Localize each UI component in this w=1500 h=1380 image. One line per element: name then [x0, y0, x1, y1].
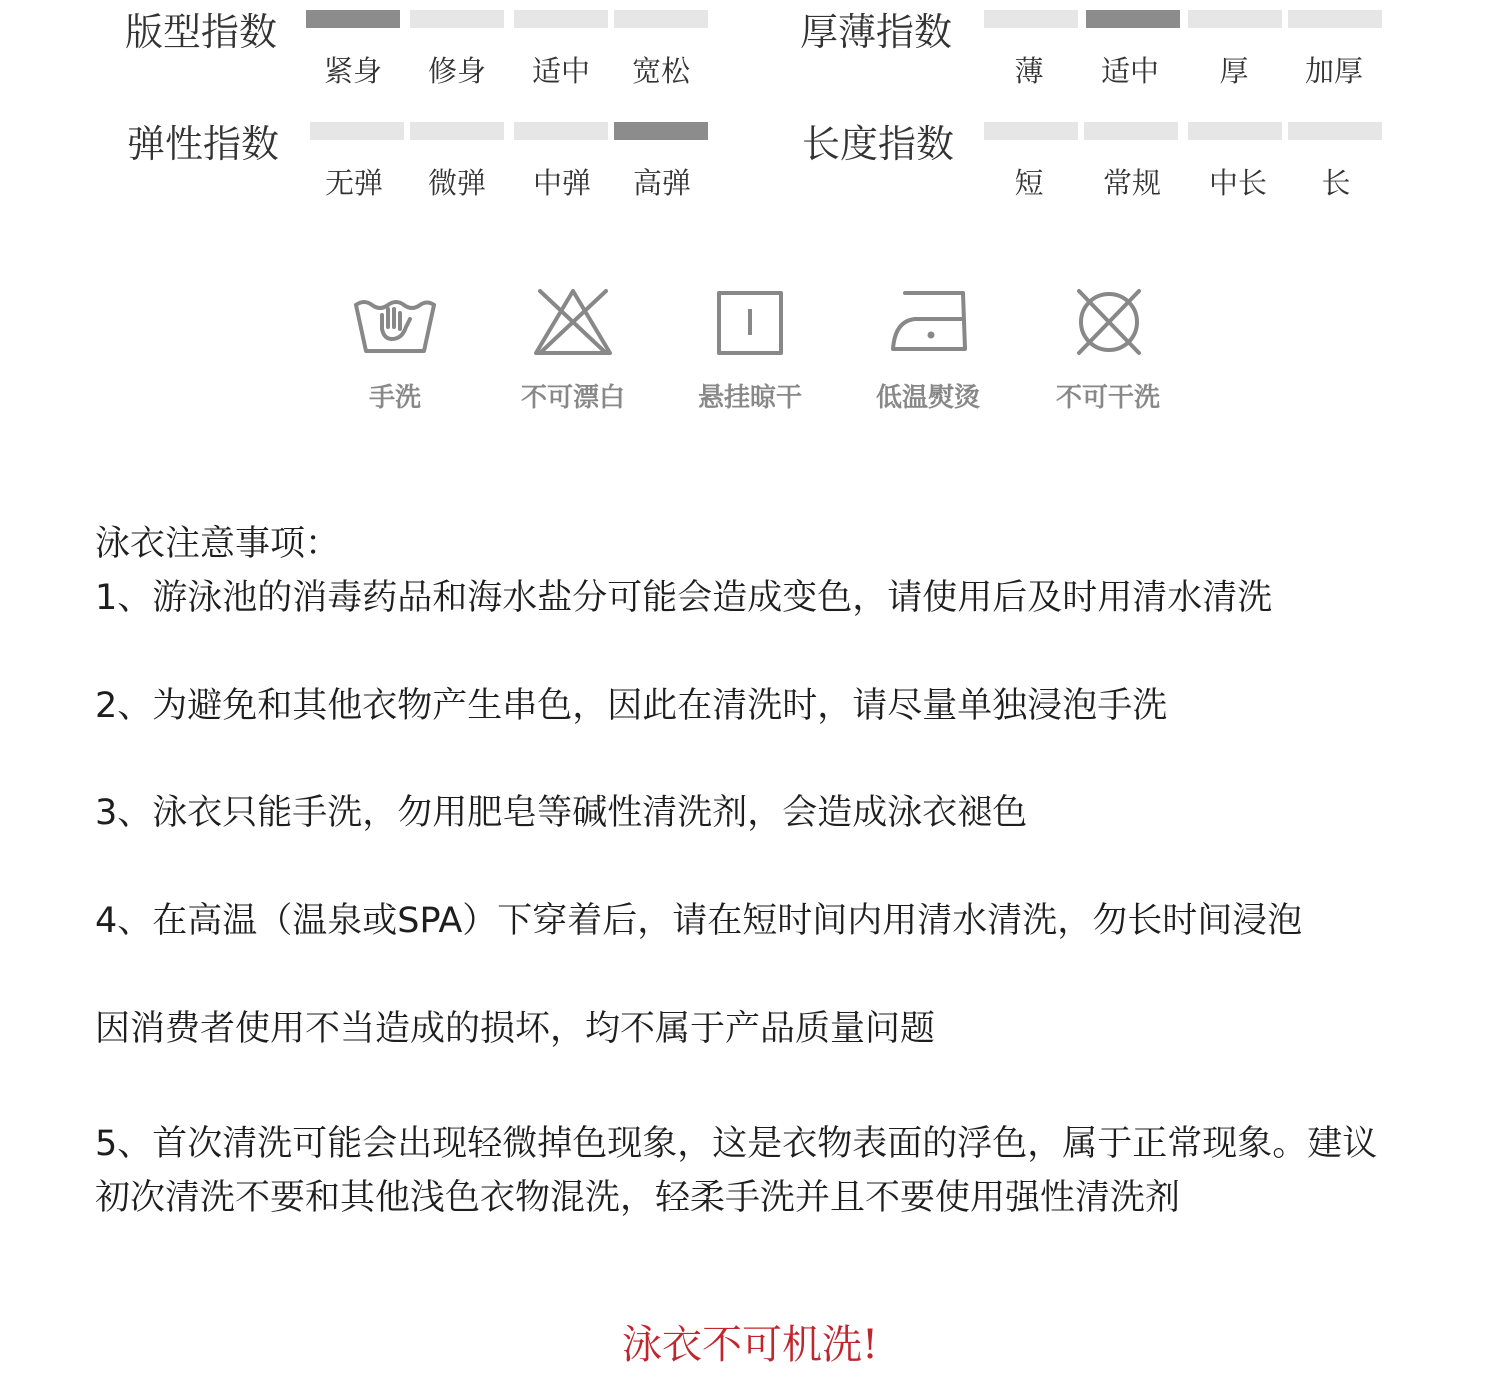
elasticity-index-option: 微弹	[427, 166, 486, 200]
machine-wash-warning: 泳衣不可机洗!	[621, 1322, 879, 1368]
thickness-index-bar-4	[1288, 10, 1382, 28]
note-item: 4、在高温（温泉或SPA）下穿着后，请在短时间内用清水清洗，勿长时间浸泡	[95, 901, 1303, 941]
elasticity-index-bar-2	[410, 122, 504, 140]
thickness-index-option: 厚	[1219, 54, 1249, 88]
low-iron-icon	[853, 285, 1003, 359]
length-index-option: 短	[1014, 166, 1044, 200]
length-index-option: 常规	[1102, 166, 1161, 200]
elasticity-index-option: 中弹	[532, 166, 591, 200]
fit-index-bar-1	[306, 10, 400, 28]
fit-index-title: 版型指数	[125, 10, 278, 54]
notes-heading: 泳衣注意事项：	[95, 524, 341, 564]
length-index-option: 中长	[1208, 166, 1267, 200]
length-index-bar-4	[1288, 122, 1382, 140]
fit-index-bar-3	[514, 10, 608, 28]
no-bleach-icon	[498, 285, 648, 359]
fit-index-option: 宽松	[631, 54, 690, 88]
disclaimer-text: 因消费者使用不当造成的损坏，均不属于产品质量问题	[95, 1009, 936, 1049]
elasticity-index-bar-1	[310, 122, 404, 140]
care-label-no-bleach: 不可漂白	[520, 383, 625, 413]
thickness-index-title: 厚薄指数	[800, 10, 953, 54]
thickness-index-bar-3	[1188, 10, 1282, 28]
elasticity-index-title: 弹性指数	[127, 122, 280, 166]
care-label-no-dry-clean: 不可干洗	[1055, 383, 1160, 413]
thickness-index-option: 薄	[1014, 54, 1044, 88]
fit-index-bar-2	[410, 10, 504, 28]
hang-dry-icon	[675, 285, 825, 359]
fit-index-bar-4	[614, 10, 708, 28]
thickness-index-option: 加厚	[1304, 54, 1363, 88]
elasticity-index-bar-4	[614, 122, 708, 140]
elasticity-index-bar-3	[514, 122, 608, 140]
fit-index-option: 修身	[427, 54, 486, 88]
care-label-hand-wash: 手洗	[368, 383, 421, 413]
no-dry-clean-icon	[1033, 285, 1183, 359]
care-label-low-iron: 低温熨烫	[875, 383, 980, 413]
length-index-bar-1	[984, 122, 1078, 140]
length-index-bar-2	[1084, 122, 1178, 140]
note-item: 5、首次清洗可能会出现轻微掉色现象，这是衣物表面的浮色，属于正常现象。建议初次清洗不要和其他浅色衣物混洗，轻柔手洗并且不要使用强性清洗剂	[95, 1124, 1378, 1218]
thickness-index-bar-1	[984, 10, 1078, 28]
length-index-title: 长度指数	[802, 122, 955, 166]
note-item: 2、为避免和其他衣物产生串色，因此在清洗时，请尽量单独浸泡手洗	[95, 686, 1168, 726]
elasticity-index-option: 高弹	[632, 166, 691, 200]
thickness-index-bar-2	[1086, 10, 1180, 28]
thickness-index-option: 适中	[1100, 54, 1159, 88]
note-item: 1、游泳池的消毒药品和海水盐分可能会造成变色，请使用后及时用清水清洗	[95, 578, 1273, 618]
care-label-hang-dry: 悬挂晾干	[697, 383, 802, 413]
length-index-bar-3	[1188, 122, 1282, 140]
hand-wash-icon	[320, 285, 470, 359]
fit-index-option: 紧身	[323, 54, 382, 88]
note-item: 3、泳衣只能手洗，勿用肥皂等碱性清洗剂，会造成泳衣褪色	[95, 793, 1028, 833]
elasticity-index-option: 无弹	[324, 166, 383, 200]
length-index-option: 长	[1321, 166, 1351, 200]
fit-index-option: 适中	[531, 54, 590, 88]
